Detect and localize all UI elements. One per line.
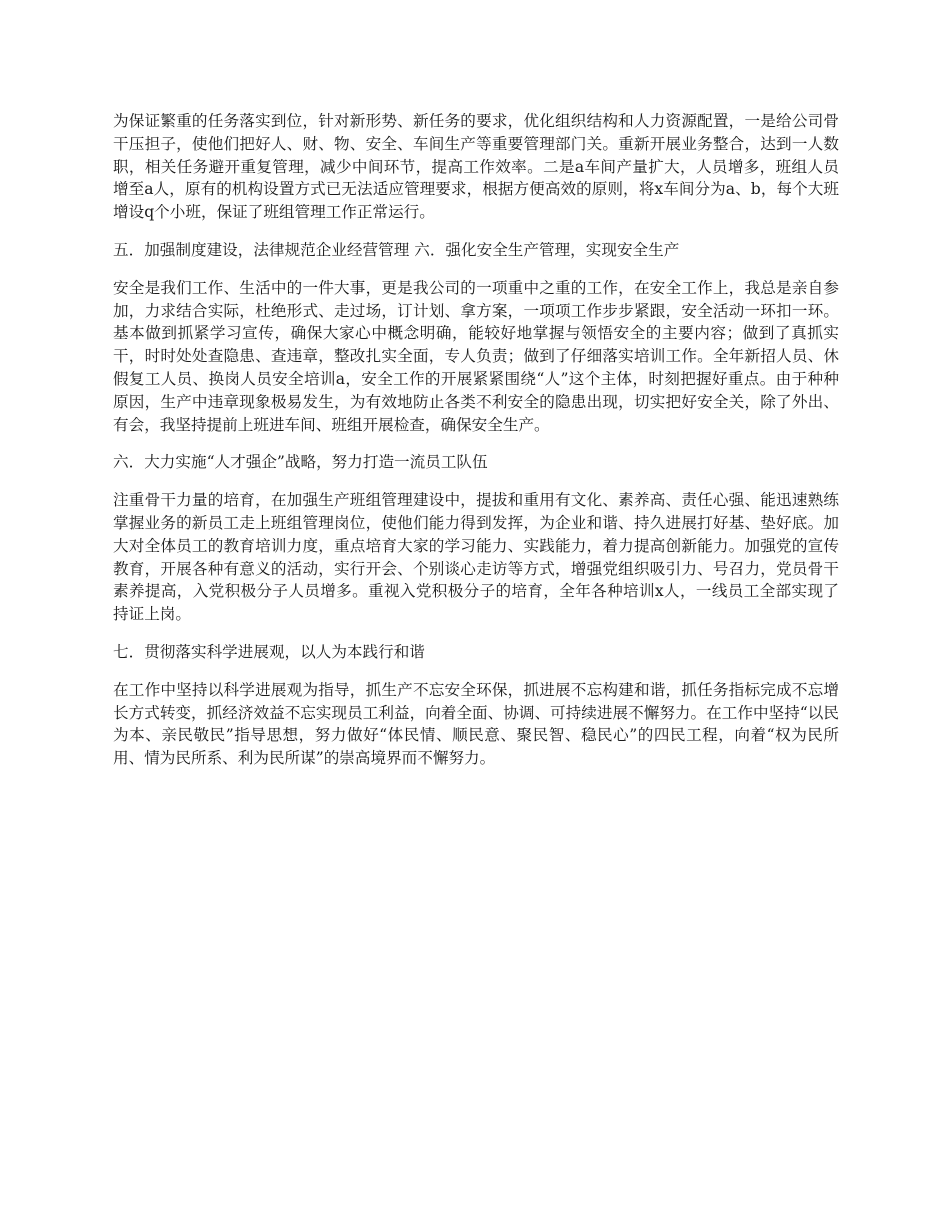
paragraph-organization: 为保证繁重的任务落实到位，针对新形势、新任务的要求，优化组织结构和人力资源配置，一是给公司骨干压担子，使他们把好人、财、物、安全、车间生产等重要管理部门关。重新开展业务整合，达到一人数职，相关任务避开重复管理，减少中间环节，提高工作效率。二是a车间产量扩大，人员增多，班组人员增至a人，原有的机构设置方式已无法适应管理要求，根据方便高效的原则，将x车间分为a、b，每个大班增设q个小班，保证了班组管理工作正常运行。	[113, 112, 839, 222]
document-page	[113, 110, 839, 785]
paragraph-safety: 安全是我们工作、生活中的一件大事，更是我公司的一项重中之重的工作，在安全工作上，我总是亲自参加，力求结合实际，杜绝形式、走过场，订计划、拿方案，一项项工作步步紧跟，安全活动一环扣一环。基本做到抓紧学习宣传，确保大家心中概念明确，能较好地掌握与领悟安全的主要内容；做到了真抓实干，时时处处查隐患、查违章，整改扎实全面，专人负责；做到了仔细落实培训工作。全年新招人员、休假复工人员、换岗人员安全培训a，安全工作的开展紧紧围绕“人”这个主体，时刻把握好重点。由于种种原因，生产中违章现象极易发生，为有效地防止各类不利安全的隐患出现，切实把好安全关，除了外出、有会，我坚持提前上班进车间、班组开展检查，确保安全生产。	[113, 278, 839, 434]
section-heading-five-six: 五．加强制度建设，法律规范企业经营管理 六．强化安全生产管理，实现安全生产	[113, 240, 680, 259]
paragraph-harmony: 在工作中坚持以科学进展观为指导，抓生产不忘安全环保，抓进展不忘构建和谐，抓任务指标完成不忘增长方式转变，抓经济效益不忘实现员工利益，向着全面、协调、可持续进展不懈努力。在工作中坚持“以民为本、亲民敬民”指导思想，努力做好“体民情、顺民意、聚民智、稳民心”的四民工程，向着“权为民所用、情为民所系、利为民所谋”的崇高境界而不懈努力。	[113, 680, 839, 768]
section-heading-talent: 六．大力实施“人才强企”战略，努力打造一流员工队伍	[113, 453, 488, 472]
paragraph-talent: 注重骨干力量的培育，在加强生产班组管理建设中，提拔和重用有文化、素养高、责任心强、能迅速熟练掌握业务的新员工走上班组管理岗位，使他们能力得到发挥，为企业和谐、持久进展打好基、垫好底。加大对全体员工的教育培训力度，重点培育大家的学习能力、实践能力，着力提高创新能力。加强党的宣传教育，开展各种有意义的活动，实行开会、个别谈心走访等方式，增强党组织吸引力、号召力，党员骨干素养提高，入党积极分子人员增多。重视入党积极分子的培育，全年各种培训x人，一线员工全部实现了持证上岗。	[113, 491, 839, 624]
section-heading-harmony: 七．贯彻落实科学进展观，以人为本践行和谐	[113, 642, 425, 661]
